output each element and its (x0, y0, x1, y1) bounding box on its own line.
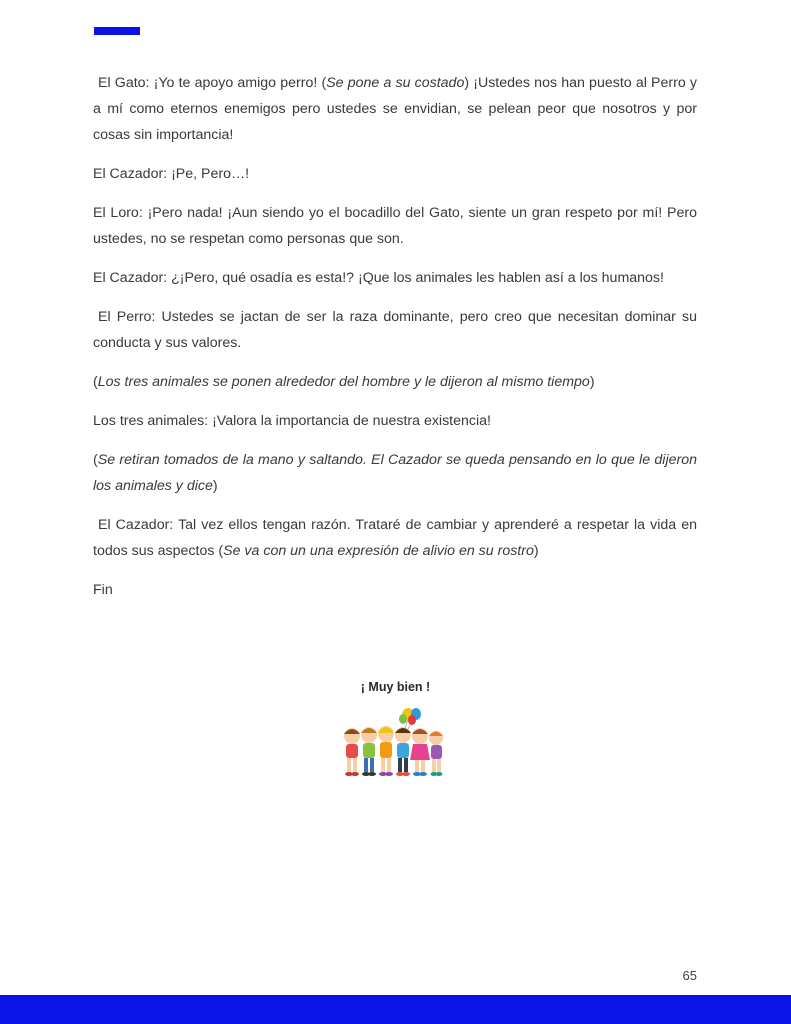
paragraph (93, 265, 697, 291)
stage-direction: Los tres animales se ponen alrededor del hombre y le dijeron al mismo tiempo (97, 374, 590, 390)
children-illustration-icon (342, 706, 444, 782)
stage-direction: Se retiran tomados de la mano y saltando. El Cazador se queda pensando en lo que le dijeron los animales y dice (93, 452, 697, 494)
paragraph (93, 70, 697, 148)
paragraph (93, 200, 697, 252)
dialogue-text: ) (589, 374, 595, 390)
dialogue-text: El Cazador: ¡Pe, Pero…! (93, 166, 250, 182)
dialogue-text: ) (533, 543, 539, 559)
dialogue-text: El Loro: ¡Pero nada! ¡Aun siendo yo el bocadillo del Gato, siente un gran respeto por mí! Pero ustedes, no se respetan como personas que son. (93, 205, 697, 247)
page-number: 65 (682, 968, 697, 983)
top-accent-bar (94, 27, 140, 35)
dialogue-text: El Cazador: ¿¡Pero, qué osadía es esta!? ¡Que los animales les hablen así a los humanos! (93, 270, 664, 286)
bottom-accent-bar (0, 995, 791, 1024)
dialogue-text: Los tres animales: ¡Valora la importancia de nuestra existencia! (93, 413, 491, 429)
dialogue-text: ) ¡Ustedes nos han puesto al Perro y a mí como eternos enemigos pero ustedes se envidian, se pelean peor que nosotros y por cosas sin importancia! (93, 75, 697, 143)
closing-text: ¡ Muy bien ! (360, 680, 431, 694)
dialogue-text: ( (93, 452, 98, 468)
stage-direction: Se va con un una expresión de alivio en su rostro (223, 543, 534, 559)
document-body (93, 70, 697, 616)
paragraph (93, 369, 697, 395)
dialogue-text: ( (93, 374, 98, 390)
stage-direction: Se pone a su costado (326, 75, 465, 91)
dialogue-text: El Perro: Ustedes se jactan de ser la raza dominante, pero creo que necesitan dominar su conducta y sus valores. (93, 309, 697, 351)
paragraph (93, 408, 697, 434)
paragraph (93, 512, 697, 564)
paragraph (93, 577, 697, 603)
dialogue-text: ) (212, 478, 218, 494)
paragraph (93, 161, 697, 187)
paragraph (93, 304, 697, 356)
dialogue-text: El Gato: ¡Yo te apoyo amigo perro! ( (98, 75, 327, 91)
paragraph (93, 447, 697, 499)
dialogue-text: El Cazador: Tal vez ellos tengan razón. Trataré de cambiar y aprenderé a respetar la vida en todos sus aspectos ( (93, 517, 697, 559)
dialogue-text: Fin (93, 582, 113, 598)
